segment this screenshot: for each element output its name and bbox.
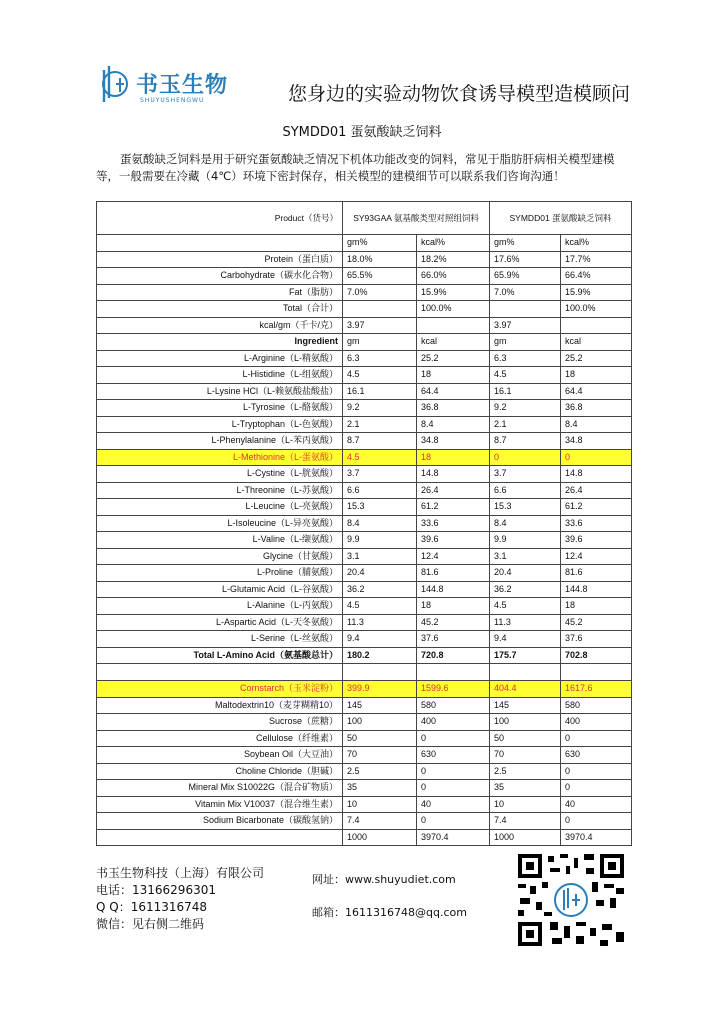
row-value — [343, 664, 417, 681]
row-label: L-Alanine（L-丙氨酸） — [97, 598, 343, 615]
row-value: 3.97 — [490, 317, 561, 334]
row-label: L-Cystine（L-胱氨酸） — [97, 466, 343, 483]
row-value: 100.0% — [561, 301, 632, 318]
row-value: 702.8 — [561, 647, 632, 664]
row-value: 1599.6 — [417, 681, 490, 698]
table-row — [97, 763, 632, 780]
row-value: 3.97 — [343, 317, 417, 334]
table-row — [97, 416, 632, 433]
table-row — [97, 747, 632, 764]
row-value: 144.8 — [417, 581, 490, 598]
row-label: L-Lysine HCl（L-赖氨酸盐酸盐） — [97, 383, 343, 400]
row-value: 2.1 — [343, 416, 417, 433]
brand-subtitle: SHUYUSHENGWU — [140, 97, 205, 104]
row-label: L-Histidine（L-组氨酸） — [97, 367, 343, 384]
row-label: Fat（脂肪） — [97, 284, 343, 301]
row-value: kcal% — [561, 235, 632, 252]
slogan: 您身边的实验动物饮食诱导模型造模顾问 — [288, 83, 631, 105]
table-row — [97, 598, 632, 615]
table-row — [97, 829, 632, 846]
intro-paragraph: 蛋氨酸缺乏饲料是用于研究蛋氨酸缺乏情况下机体功能改变的饲料，常见于脂肪肝病相关模型建模等，一般需要在冷藏（4℃）环境下密封保存，相关模型的建模细节可以联系我们咨询沟通！ — [96, 152, 615, 183]
row-value: 3.1 — [343, 548, 417, 565]
row-value: 0 — [417, 730, 490, 747]
row-value: 25.2 — [417, 350, 490, 367]
row-value: 2.5 — [343, 763, 417, 780]
row-value: 100.0% — [417, 301, 490, 318]
row-value — [561, 317, 632, 334]
row-value: 61.2 — [417, 499, 490, 516]
row-value: 39.6 — [561, 532, 632, 549]
row-value: 8.4 — [490, 515, 561, 532]
row-value — [417, 664, 490, 681]
row-value: 0 — [561, 780, 632, 797]
row-label: Cellulose（纤维素） — [97, 730, 343, 747]
table-row — [97, 730, 632, 747]
table-row — [97, 400, 632, 417]
row-value: 3.7 — [343, 466, 417, 483]
table-row — [97, 367, 632, 384]
table-row — [97, 301, 632, 318]
row-label: L-Serine（L-丝氨酸） — [97, 631, 343, 648]
row-value: 7.0% — [343, 284, 417, 301]
row-value: 36.2 — [343, 581, 417, 598]
row-value: 50 — [490, 730, 561, 747]
row-value: 8.4 — [417, 416, 490, 433]
row-value: 11.3 — [490, 614, 561, 631]
row-value: 17.6% — [490, 251, 561, 268]
row-value: 9.2 — [490, 400, 561, 417]
row-value: 81.6 — [417, 565, 490, 582]
table-row — [97, 664, 632, 681]
row-value: 39.6 — [417, 532, 490, 549]
row-label: L-Valine（L-缬氨酸） — [97, 532, 343, 549]
row-label: kcal/gm（千卡/克） — [97, 317, 343, 334]
row-label: Choline Chloride（胆碱） — [97, 763, 343, 780]
row-value: 0 — [417, 780, 490, 797]
row-value: 26.4 — [561, 482, 632, 499]
row-value: 66.0% — [417, 268, 490, 285]
row-value: 9.9 — [343, 532, 417, 549]
row-value: 12.4 — [561, 548, 632, 565]
row-value: 18 — [417, 598, 490, 615]
row-value: 400 — [417, 714, 490, 731]
row-value: 20.4 — [490, 565, 561, 582]
row-label: L-Arginine（L-精氨酸） — [97, 350, 343, 367]
row-value: 20.4 — [343, 565, 417, 582]
table-row — [97, 499, 632, 516]
row-value: 15.3 — [343, 499, 417, 516]
row-value: 6.6 — [343, 482, 417, 499]
row-label — [97, 235, 343, 252]
row-value: 630 — [561, 747, 632, 764]
row-label: Total（合计） — [97, 301, 343, 318]
table-row — [97, 681, 632, 698]
row-value: 25.2 — [561, 350, 632, 367]
row-value: 12.4 — [417, 548, 490, 565]
row-value: 6.6 — [490, 482, 561, 499]
row-value: 81.6 — [561, 565, 632, 582]
row-value: 145 — [490, 697, 561, 714]
logo-mark-icon — [100, 62, 130, 106]
row-value: 0 — [561, 449, 632, 466]
row-label: L-Phenylalanine（L-苯丙氨酸） — [97, 433, 343, 450]
row-value: 404.4 — [490, 681, 561, 698]
row-value: 720.8 — [417, 647, 490, 664]
row-value: 145 — [343, 697, 417, 714]
row-value: 50 — [343, 730, 417, 747]
table-row — [97, 383, 632, 400]
row-value: 18 — [417, 367, 490, 384]
row-label: Soybean Oil（大豆油） — [97, 747, 343, 764]
row-value: 34.8 — [561, 433, 632, 450]
table-row — [97, 235, 632, 252]
row-label: L-Tryptophan（L-色氨酸） — [97, 416, 343, 433]
table-row — [97, 697, 632, 714]
row-value: 8.7 — [343, 433, 417, 450]
row-label: Maltodextrin10（麦芽糊精10） — [97, 697, 343, 714]
row-value: 18 — [417, 449, 490, 466]
row-value: 70 — [490, 747, 561, 764]
row-label: L-Leucine（L-亮氨酸） — [97, 499, 343, 516]
table-row — [97, 631, 632, 648]
row-value: 36.8 — [417, 400, 490, 417]
row-value: gm — [490, 334, 561, 351]
row-value: 26.4 — [417, 482, 490, 499]
row-value: 100 — [490, 714, 561, 731]
row-value: 10 — [343, 796, 417, 813]
row-value: 2.1 — [490, 416, 561, 433]
header-deficient-diet: SYMDD01 蛋氨酸缺乏饲料 — [490, 202, 632, 235]
row-value: 175.7 — [490, 647, 561, 664]
row-value: 66.4% — [561, 268, 632, 285]
row-value: 100 — [343, 714, 417, 731]
row-value: 64.4 — [417, 383, 490, 400]
row-value: 144.8 — [561, 581, 632, 598]
table-row — [97, 350, 632, 367]
row-value: 35 — [490, 780, 561, 797]
table-row — [97, 796, 632, 813]
row-value: 1000 — [343, 829, 417, 846]
row-value: 6.3 — [490, 350, 561, 367]
row-value: 36.2 — [490, 581, 561, 598]
row-label: Vitamin Mix V10037（混合维生素） — [97, 796, 343, 813]
row-label: Protein（蛋白质） — [97, 251, 343, 268]
row-value: 3.1 — [490, 548, 561, 565]
table-row — [97, 614, 632, 631]
row-value: 18.0% — [343, 251, 417, 268]
row-label: L-Tyrosine（L-酪氨酸） — [97, 400, 343, 417]
row-label: Total L-Amino Acid（氨基酸总计） — [97, 647, 343, 664]
table-row — [97, 317, 632, 334]
email[interactable]: 邮箱：1611316748@qq.com — [312, 906, 467, 919]
company-name: 书玉生物科技（上海）有限公司 — [96, 866, 265, 880]
row-value — [417, 317, 490, 334]
row-label: L-Glutamic Acid（L-谷氨酸） — [97, 581, 343, 598]
document-title: SYMDD01 蛋氨酸缺乏饲料 — [282, 125, 442, 140]
row-label: Ingredient — [97, 334, 343, 351]
table-row — [97, 268, 632, 285]
row-value: 15.9% — [417, 284, 490, 301]
row-value: kcal — [561, 334, 632, 351]
row-value: 0 — [490, 449, 561, 466]
table-row — [97, 780, 632, 797]
row-value: 0 — [561, 730, 632, 747]
row-value: 33.6 — [561, 515, 632, 532]
row-value: 1617.6 — [561, 681, 632, 698]
row-value: 14.8 — [417, 466, 490, 483]
phone: 电话：13166296301 — [96, 883, 216, 897]
row-value: 10 — [490, 796, 561, 813]
row-value: 580 — [417, 697, 490, 714]
row-value: 7.0% — [490, 284, 561, 301]
row-value — [490, 664, 561, 681]
table-row — [97, 548, 632, 565]
row-value: 4.5 — [343, 367, 417, 384]
row-label: L-Methionine（L-蛋氨酸） — [97, 449, 343, 466]
row-label: L-Aspartic Acid（L-天冬氨酸） — [97, 614, 343, 631]
row-value: 8.4 — [561, 416, 632, 433]
table-row — [97, 714, 632, 731]
row-value: 180.2 — [343, 647, 417, 664]
row-value: 9.2 — [343, 400, 417, 417]
row-value: 2.5 — [490, 763, 561, 780]
row-value: 7.4 — [490, 813, 561, 830]
row-value: gm — [343, 334, 417, 351]
row-label: Mineral Mix S10022G（混合矿物质） — [97, 780, 343, 797]
row-value: 70 — [343, 747, 417, 764]
row-value: 9.4 — [343, 631, 417, 648]
row-value: 61.2 — [561, 499, 632, 516]
row-value: 14.8 — [561, 466, 632, 483]
row-value: 630 — [417, 747, 490, 764]
row-value: 34.8 — [417, 433, 490, 450]
table-row — [97, 813, 632, 830]
row-value: 3970.4 — [561, 829, 632, 846]
row-value: 0 — [417, 813, 490, 830]
table-row — [97, 532, 632, 549]
row-value: 37.6 — [561, 631, 632, 648]
row-value: 399.9 — [343, 681, 417, 698]
row-value — [490, 301, 561, 318]
table-row — [97, 647, 632, 664]
table-row — [97, 581, 632, 598]
row-value: 580 — [561, 697, 632, 714]
row-value: 4.5 — [490, 367, 561, 384]
row-value: 45.2 — [561, 614, 632, 631]
row-label — [97, 829, 343, 846]
row-value: 0 — [561, 813, 632, 830]
row-value: 15.9% — [561, 284, 632, 301]
table-row — [97, 482, 632, 499]
row-value: 45.2 — [417, 614, 490, 631]
row-value: 1000 — [490, 829, 561, 846]
table-row — [97, 515, 632, 532]
row-value: 8.4 — [343, 515, 417, 532]
row-label: Cornstarch（玉米淀粉） — [97, 681, 343, 698]
row-label: Glycine（甘氨酸） — [97, 548, 343, 565]
row-value: 9.9 — [490, 532, 561, 549]
row-value: 65.5% — [343, 268, 417, 285]
row-value: 18 — [561, 367, 632, 384]
row-value: 16.1 — [343, 383, 417, 400]
row-value: kcal% — [417, 235, 490, 252]
row-value: 40 — [417, 796, 490, 813]
row-value: 17.7% — [561, 251, 632, 268]
row-value — [343, 301, 417, 318]
table-row — [97, 449, 632, 466]
table-row — [97, 565, 632, 582]
row-value: gm% — [490, 235, 561, 252]
row-value: 40 — [561, 796, 632, 813]
row-value: 7.4 — [343, 813, 417, 830]
row-value: 8.7 — [490, 433, 561, 450]
row-value: kcal — [417, 334, 490, 351]
row-label: L-Isoleucine（L-异亮氨酸） — [97, 515, 343, 532]
row-value: 18 — [561, 598, 632, 615]
row-value: 16.1 — [490, 383, 561, 400]
brand-name: 书玉生物 — [136, 73, 229, 98]
row-value: 33.6 — [417, 515, 490, 532]
brand-logo — [100, 62, 240, 110]
header-control-diet: SY93GAA 氨基酸类型对照组饲料 — [343, 202, 490, 235]
row-value: 65.9% — [490, 268, 561, 285]
row-value: gm% — [343, 235, 417, 252]
row-value: 18.2% — [417, 251, 490, 268]
table-row — [97, 334, 632, 351]
qq: Q Q：1611316748 — [96, 900, 208, 914]
row-value: 6.3 — [343, 350, 417, 367]
formula-table — [96, 201, 632, 846]
row-value: 35 — [343, 780, 417, 797]
footer-contact — [96, 865, 264, 933]
table-header-row — [97, 202, 632, 235]
row-value: 36.8 — [561, 400, 632, 417]
table-row — [97, 433, 632, 450]
qr-code-icon — [516, 852, 626, 948]
row-value: 64.4 — [561, 383, 632, 400]
row-value: 9.4 — [490, 631, 561, 648]
table-row — [97, 284, 632, 301]
row-label: Carbohydrate（碳水化合物） — [97, 268, 343, 285]
row-label: Sodium Bicarbonate（碳酸氢钠） — [97, 813, 343, 830]
row-value: 37.6 — [417, 631, 490, 648]
header-product: Product（货号） — [97, 202, 343, 235]
row-value: 0 — [417, 763, 490, 780]
row-value: 4.5 — [343, 449, 417, 466]
row-value: 4.5 — [490, 598, 561, 615]
row-value: 15.3 — [490, 499, 561, 516]
row-label: L-Threonine（L-苏氨酸） — [97, 482, 343, 499]
table-row — [97, 466, 632, 483]
row-value: 11.3 — [343, 614, 417, 631]
row-label: Sucrose（蔗糖） — [97, 714, 343, 731]
row-value — [561, 664, 632, 681]
row-label — [97, 664, 343, 681]
row-value: 4.5 — [343, 598, 417, 615]
row-value: 3970.4 — [417, 829, 490, 846]
row-value: 400 — [561, 714, 632, 731]
table-row — [97, 251, 632, 268]
website[interactable]: 网址：www.shuyudiet.com — [312, 873, 456, 886]
row-value: 0 — [561, 763, 632, 780]
row-label: L-Proline（脯氨酸） — [97, 565, 343, 582]
row-value: 3.7 — [490, 466, 561, 483]
wechat: 微信：见右侧二维码 — [96, 917, 205, 931]
